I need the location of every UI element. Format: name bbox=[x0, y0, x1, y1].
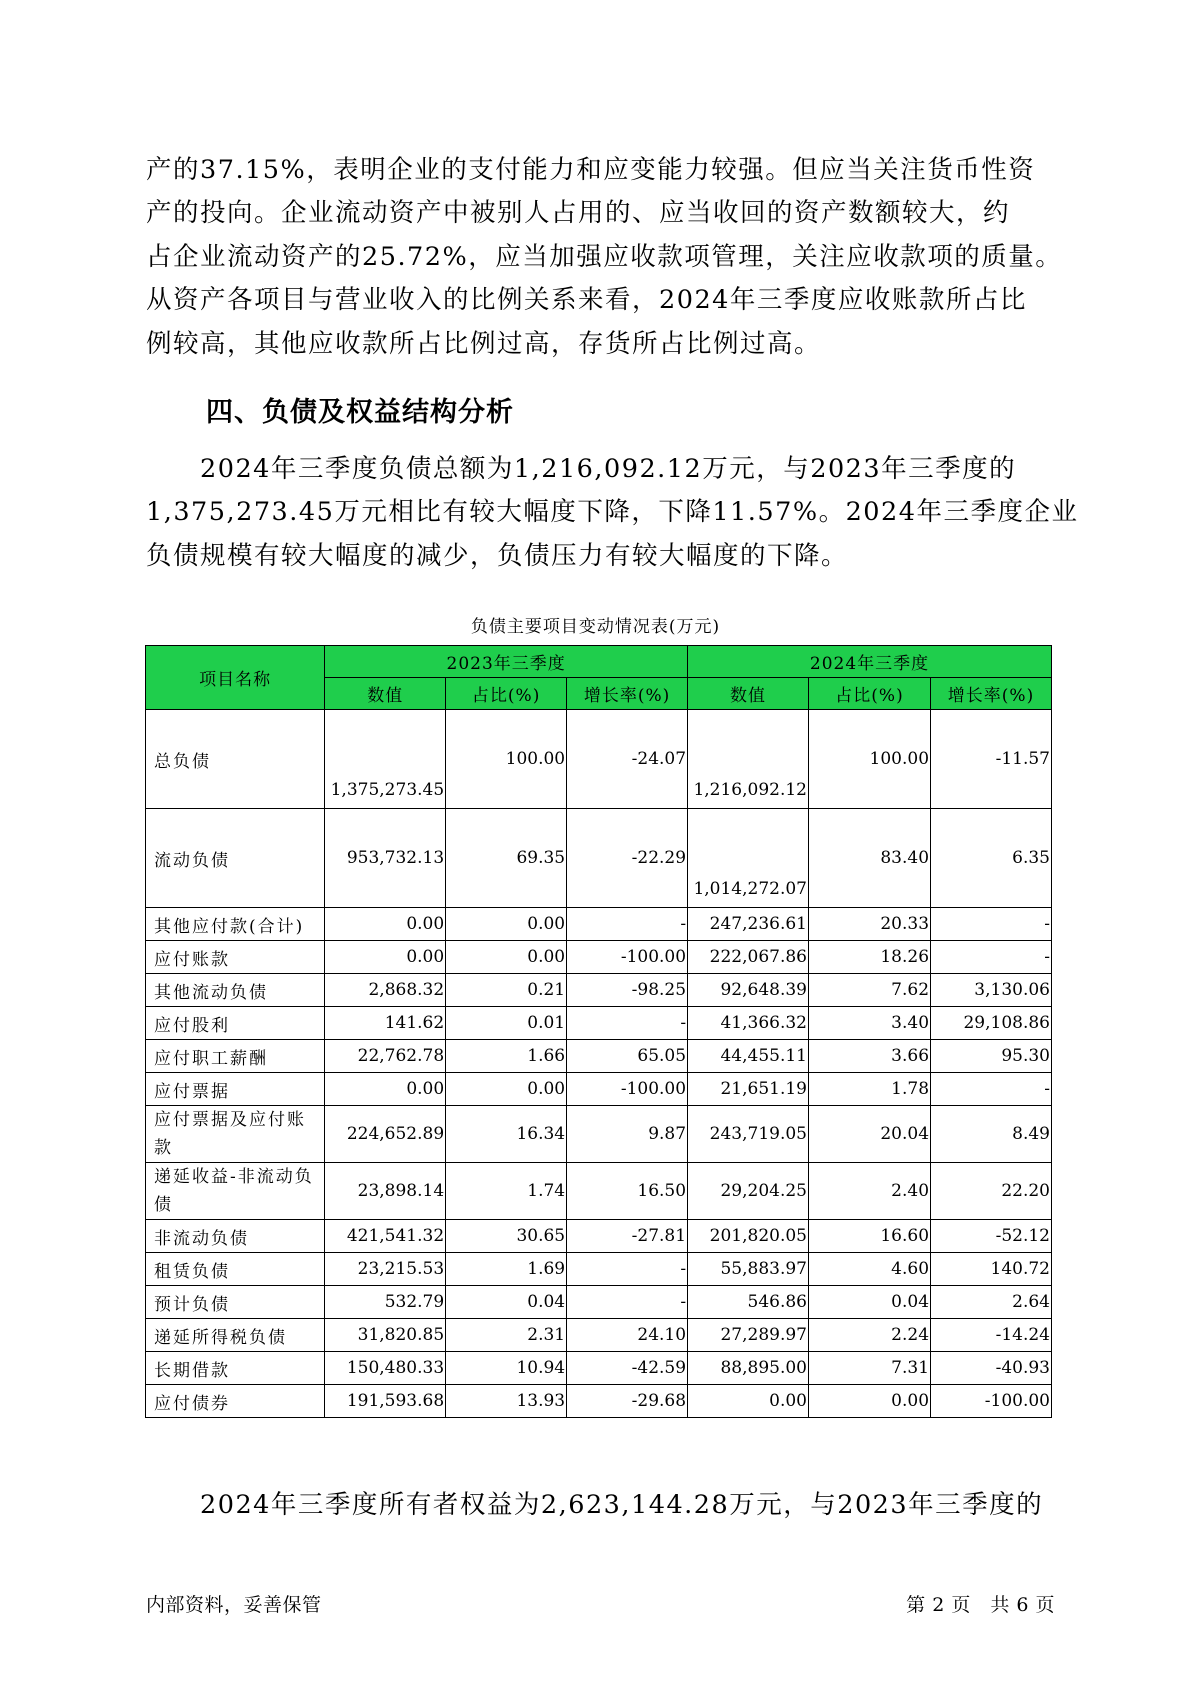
growth-2024: -11.57 bbox=[931, 710, 1052, 809]
growth-2023: - bbox=[567, 1253, 688, 1286]
share-2023: 100.00 bbox=[446, 710, 567, 809]
header-item-name: 项目名称 bbox=[146, 646, 325, 710]
value-2024: 1,014,272.07 bbox=[688, 809, 809, 908]
share-2024: 20.33 bbox=[809, 908, 931, 941]
table-row bbox=[146, 1007, 1052, 1040]
growth-2023: 9.87 bbox=[567, 1106, 688, 1163]
text-line: 2024年三季度所有者权益为2,623,144.28万元，与2023年三季度的 bbox=[146, 1490, 1044, 1520]
value-2023: 0.00 bbox=[325, 941, 446, 974]
share-2024: 1.78 bbox=[809, 1073, 931, 1106]
paragraph-equity bbox=[146, 1484, 1051, 1527]
growth-2024: 95.30 bbox=[931, 1040, 1052, 1073]
growth-2023: - bbox=[567, 908, 688, 941]
value-2023: 0.00 bbox=[325, 1073, 446, 1106]
share-2023: 0.01 bbox=[446, 1007, 567, 1040]
row-name: 非流动负债 bbox=[146, 1220, 325, 1253]
value-2024: 222,067.86 bbox=[688, 941, 809, 974]
row-name: 应付账款 bbox=[146, 941, 325, 974]
value-2024: 27,289.97 bbox=[688, 1319, 809, 1352]
share-2023: 1.66 bbox=[446, 1040, 567, 1073]
table-row bbox=[146, 1319, 1052, 1352]
share-2024: 3.66 bbox=[809, 1040, 931, 1073]
text-line: 负债规模有较大幅度的减少，负债压力有较大幅度的下降。 bbox=[146, 540, 849, 571]
footer-page-number: 第 2 页 共 6 页 bbox=[906, 1594, 1055, 1616]
growth-2023: -24.07 bbox=[567, 710, 688, 809]
table-row bbox=[146, 710, 1052, 809]
table-row bbox=[146, 1220, 1052, 1253]
row-name: 总负债 bbox=[146, 710, 325, 809]
value-2024: 41,366.32 bbox=[688, 1007, 809, 1040]
header-period-2024: 2024年三季度 bbox=[688, 646, 1052, 678]
growth-2024: 22.20 bbox=[931, 1163, 1052, 1220]
growth-2024: -100.00 bbox=[931, 1385, 1052, 1418]
table-caption: 负债主要项目变动情况表(万元) bbox=[470, 617, 721, 637]
growth-2023: -100.00 bbox=[567, 941, 688, 974]
header-period-2023: 2023年三季度 bbox=[325, 646, 688, 678]
share-2024: 100.00 bbox=[809, 710, 931, 809]
table-row bbox=[146, 1163, 1052, 1220]
text-line: 产的投向。企业流动资产中被别人占用的、应当收回的资产数额较大，约 bbox=[146, 198, 1011, 229]
paragraph-liabilities bbox=[146, 448, 1079, 578]
share-2024: 0.04 bbox=[809, 1286, 931, 1319]
growth-2024: -52.12 bbox=[931, 1220, 1052, 1253]
header-growth-2024: 增长率(%) bbox=[931, 678, 1052, 710]
share-2023: 0.00 bbox=[446, 941, 567, 974]
table-row bbox=[146, 1286, 1052, 1319]
growth-2024: 140.72 bbox=[931, 1253, 1052, 1286]
value-2024: 88,895.00 bbox=[688, 1352, 809, 1385]
row-name: 应付债券 bbox=[146, 1385, 325, 1418]
growth-2024: 29,108.86 bbox=[931, 1007, 1052, 1040]
growth-2024: - bbox=[931, 908, 1052, 941]
value-2023: 532.79 bbox=[325, 1286, 446, 1319]
text-line: 从资产各项目与营业收入的比例关系来看，2024年三季度应收账款所占比 bbox=[146, 285, 1027, 316]
value-2023: 0.00 bbox=[325, 908, 446, 941]
header-value-2023: 数值 bbox=[325, 678, 446, 710]
text-line: 1,375,273.45万元相比有较大幅度下降，下降11.57%。2024年三季度企业 bbox=[146, 497, 1079, 528]
growth-2023: 24.10 bbox=[567, 1319, 688, 1352]
value-2024: 29,204.25 bbox=[688, 1163, 809, 1220]
section-heading: 四、负债及权益结构分析 bbox=[206, 397, 514, 428]
share-2023: 16.34 bbox=[446, 1106, 567, 1163]
growth-2023: -98.25 bbox=[567, 974, 688, 1007]
value-2023: 224,652.89 bbox=[325, 1106, 446, 1163]
value-2024: 243,719.05 bbox=[688, 1106, 809, 1163]
table-row bbox=[146, 1253, 1052, 1286]
text-line: 2024年三季度负债总额为1,216,092.12万元，与2023年三季度的 bbox=[146, 454, 1017, 484]
row-name: 应付职工薪酬 bbox=[146, 1040, 325, 1073]
value-2024: 55,883.97 bbox=[688, 1253, 809, 1286]
growth-2024: - bbox=[931, 941, 1052, 974]
growth-2024: -40.93 bbox=[931, 1352, 1052, 1385]
share-2024: 7.62 bbox=[809, 974, 931, 1007]
value-2023: 1,375,273.45 bbox=[325, 710, 446, 809]
share-2023: 10.94 bbox=[446, 1352, 567, 1385]
share-2023: 1.74 bbox=[446, 1163, 567, 1220]
share-2023: 69.35 bbox=[446, 809, 567, 908]
table-row bbox=[146, 1106, 1052, 1163]
header-share-2023: 占比(%) bbox=[446, 678, 567, 710]
text-line: 占企业流动资产的25.72%，应当加强应收款项管理，关注应收款项的质量。 bbox=[146, 241, 1063, 272]
text-line: 例较高，其他应收款所占比例过高，存货所占比例过高。 bbox=[146, 328, 822, 359]
growth-2024: 6.35 bbox=[931, 809, 1052, 908]
value-2023: 2,868.32 bbox=[325, 974, 446, 1007]
paragraph-current-assets bbox=[146, 149, 1063, 366]
table-row bbox=[146, 908, 1052, 941]
value-2024: 546.86 bbox=[688, 1286, 809, 1319]
header-growth-2023: 增长率(%) bbox=[567, 678, 688, 710]
table-row bbox=[146, 1352, 1052, 1385]
row-name: 长期借款 bbox=[146, 1352, 325, 1385]
growth-2023: - bbox=[567, 1286, 688, 1319]
table-row bbox=[146, 1385, 1052, 1418]
row-name: 递延收益-非流动负债 bbox=[146, 1163, 325, 1220]
value-2023: 191,593.68 bbox=[325, 1385, 446, 1418]
share-2024: 83.40 bbox=[809, 809, 931, 908]
share-2024: 4.60 bbox=[809, 1253, 931, 1286]
share-2023: 0.00 bbox=[446, 1073, 567, 1106]
growth-2023: -27.81 bbox=[567, 1220, 688, 1253]
share-2024: 16.60 bbox=[809, 1220, 931, 1253]
table-row bbox=[146, 1040, 1052, 1073]
share-2024: 7.31 bbox=[809, 1352, 931, 1385]
growth-2023: - bbox=[567, 1007, 688, 1040]
value-2024: 247,236.61 bbox=[688, 908, 809, 941]
growth-2024: - bbox=[931, 1073, 1052, 1106]
header-share-2024: 占比(%) bbox=[809, 678, 931, 710]
value-2023: 953,732.13 bbox=[325, 809, 446, 908]
value-2024: 0.00 bbox=[688, 1385, 809, 1418]
value-2024: 1,216,092.12 bbox=[688, 710, 809, 809]
growth-2024: 2.64 bbox=[931, 1286, 1052, 1319]
value-2023: 150,480.33 bbox=[325, 1352, 446, 1385]
growth-2024: 8.49 bbox=[931, 1106, 1052, 1163]
row-name: 预计负债 bbox=[146, 1286, 325, 1319]
row-name: 其他应付款(合计) bbox=[146, 908, 325, 941]
share-2024: 2.40 bbox=[809, 1163, 931, 1220]
share-2024: 0.00 bbox=[809, 1385, 931, 1418]
row-name: 递延所得税负债 bbox=[146, 1319, 325, 1352]
share-2023: 1.69 bbox=[446, 1253, 567, 1286]
share-2024: 3.40 bbox=[809, 1007, 931, 1040]
growth-2023: -42.59 bbox=[567, 1352, 688, 1385]
growth-2023: -29.68 bbox=[567, 1385, 688, 1418]
row-name: 应付票据 bbox=[146, 1073, 325, 1106]
growth-2024: 3,130.06 bbox=[931, 974, 1052, 1007]
table-row bbox=[146, 941, 1052, 974]
table-row bbox=[146, 809, 1052, 908]
value-2024: 21,651.19 bbox=[688, 1073, 809, 1106]
share-2023: 13.93 bbox=[446, 1385, 567, 1418]
share-2024: 20.04 bbox=[809, 1106, 931, 1163]
share-2023: 30.65 bbox=[446, 1220, 567, 1253]
value-2024: 201,820.05 bbox=[688, 1220, 809, 1253]
share-2023: 0.04 bbox=[446, 1286, 567, 1319]
footer-confidential-note: 内部资料，妥善保管 bbox=[146, 1594, 322, 1616]
share-2024: 18.26 bbox=[809, 941, 931, 974]
share-2023: 0.21 bbox=[446, 974, 567, 1007]
row-name: 流动负债 bbox=[146, 809, 325, 908]
growth-2023: -100.00 bbox=[567, 1073, 688, 1106]
row-name: 应付股利 bbox=[146, 1007, 325, 1040]
value-2023: 31,820.85 bbox=[325, 1319, 446, 1352]
text-line: 产的37.15%，表明企业的支付能力和应变能力较强。但应当关注货币性资 bbox=[146, 155, 1036, 185]
growth-2024: -14.24 bbox=[931, 1319, 1052, 1352]
share-2024: 2.24 bbox=[809, 1319, 931, 1352]
share-2023: 2.31 bbox=[446, 1319, 567, 1352]
growth-2023: 65.05 bbox=[567, 1040, 688, 1073]
growth-2023: 16.50 bbox=[567, 1163, 688, 1220]
table-row bbox=[146, 1073, 1052, 1106]
row-name: 其他流动负债 bbox=[146, 974, 325, 1007]
value-2023: 421,541.32 bbox=[325, 1220, 446, 1253]
share-2023: 0.00 bbox=[446, 908, 567, 941]
row-name: 租赁负债 bbox=[146, 1253, 325, 1286]
value-2023: 23,898.14 bbox=[325, 1163, 446, 1220]
row-name: 应付票据及应付账款 bbox=[146, 1106, 325, 1163]
value-2023: 23,215.53 bbox=[325, 1253, 446, 1286]
value-2024: 92,648.39 bbox=[688, 974, 809, 1007]
growth-2023: -22.29 bbox=[567, 809, 688, 908]
value-2024: 44,455.11 bbox=[688, 1040, 809, 1073]
value-2023: 141.62 bbox=[325, 1007, 446, 1040]
header-value-2024: 数值 bbox=[688, 678, 809, 710]
table-row bbox=[146, 974, 1052, 1007]
value-2023: 22,762.78 bbox=[325, 1040, 446, 1073]
liabilities-table bbox=[145, 645, 1052, 1418]
